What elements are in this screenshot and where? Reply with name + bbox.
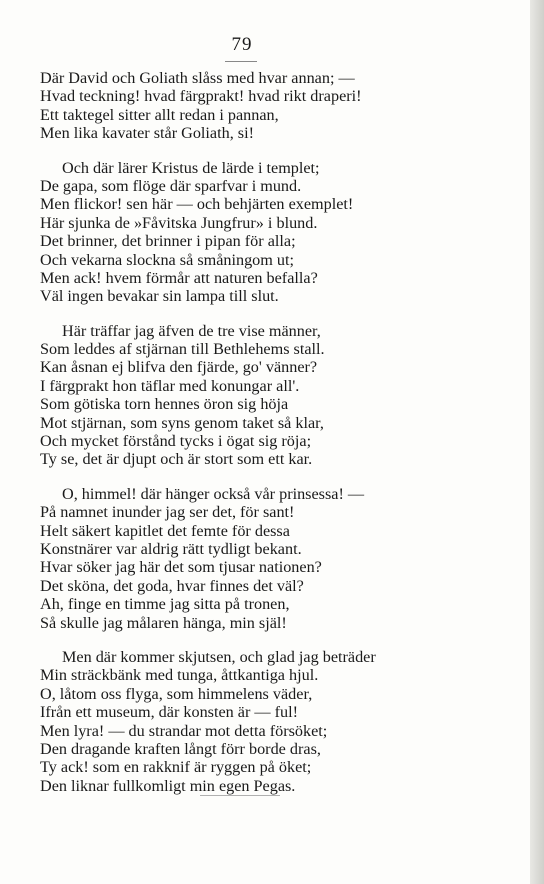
poem-line: Den liknar fullkomligt min egen Pegas. — [40, 776, 296, 795]
poem-line: Men flickor! sen här — och behjärten exemplet! — [40, 195, 354, 214]
poem-line: Ty se, det är djupt och är stort som ett kar. — [40, 450, 313, 469]
stanza-4 — [40, 485, 480, 632]
stanza-2 — [40, 159, 480, 306]
poem-line: Och vekarna slockna så småningom ut; — [40, 250, 294, 269]
poem-line: Men lika kavater står Goliath, si! — [40, 124, 254, 143]
poem-line: Väl ingen bevakar sin lampa till slut. — [40, 287, 279, 306]
poem-line: Och mycket förstånd tycks i ögat sig röja; — [40, 432, 312, 451]
poem-line: Mot stjärnan, som syns genom taket så klar, — [40, 413, 324, 432]
poem-line: Så skulle jag målaren hänga, min själ! — [40, 613, 287, 632]
stanza-5 — [40, 648, 480, 795]
poem-line: I färgprakt hon täflar med konungar all'. — [40, 376, 300, 395]
poem-line: Hvad teckning! hvad färgprakt! hvad rikt draperi! — [40, 87, 362, 106]
poem-line: Hvar söker jag här det som tjusar nationen? — [40, 558, 322, 577]
poem-line: Men där kommer skjutsen, och glad jag beträder — [62, 647, 376, 666]
poem-line: Konstnärer var aldrig rätt tydligt bekant. — [40, 539, 302, 558]
poem-line: Ifrån ett museum, där konsten är — ful! — [40, 703, 299, 722]
poem-line: Ett taktegel sitter allt redan i pannan, — [40, 105, 279, 124]
poem-line: O, himmel! där hänger också vår prinsessa! — — [62, 484, 365, 503]
poem-line: Helt säkert kapitlet det femte för dessa — [40, 521, 290, 540]
poem-line: Den dragande kraften långt förr borde dras, — [40, 739, 321, 758]
poem-line: Där David och Goliath slåss med hvar annan; — — [40, 69, 355, 87]
poem-line: Ah, finge en timme jag sitta på tronen, — [40, 595, 290, 614]
poem-line: Min sträckbänk med tunga, åttkantiga hjul. — [40, 666, 319, 685]
poem-line: Som götiska torn hennes öron sig höja — [40, 395, 289, 414]
poem-text — [40, 69, 480, 811]
poem-line: Som leddes af stjärnan till Bethlehems stall. — [40, 340, 325, 359]
poem-line: Men ack! hvem förmår att naturen befalla? — [40, 268, 318, 287]
page-number: 79 — [231, 34, 253, 55]
poem-line: De gapa, som flöge där sparfvar i mund. — [40, 176, 302, 195]
poem-line: På namnet inunder jag ser det, för sant! — [40, 503, 295, 522]
poem-line: Här sjunka de »Fåvitska Jungfrur» i blund. — [40, 213, 318, 232]
poem-line: Det sköna, det goda, hvar finnes det väl? — [40, 576, 304, 595]
poem-line: Här träffar jag äfven de tre vise männer, — [62, 321, 321, 340]
poem-line: Och där lärer Kristus de lärde i templet; — [62, 158, 320, 177]
poem-line: Det brinner, det brinner i pipan för alla; — [40, 232, 296, 251]
page-edge-shadow — [530, 0, 544, 884]
poem-line: Kan åsnan ej blifva den fjärde, go' vänner? — [40, 358, 318, 377]
poem-line: Men lyra! — du strandar mot detta försöket; — [40, 721, 328, 740]
page-number-underline — [225, 61, 257, 62]
poem-line: Ty ack! som en rakknif är ryggen på öket; — [40, 758, 312, 777]
end-divider — [200, 795, 280, 796]
poem-line: O, låtom oss flyga, som himmelens väder, — [40, 684, 313, 703]
stanza-3 — [40, 322, 480, 469]
stanza-1 — [40, 69, 480, 143]
